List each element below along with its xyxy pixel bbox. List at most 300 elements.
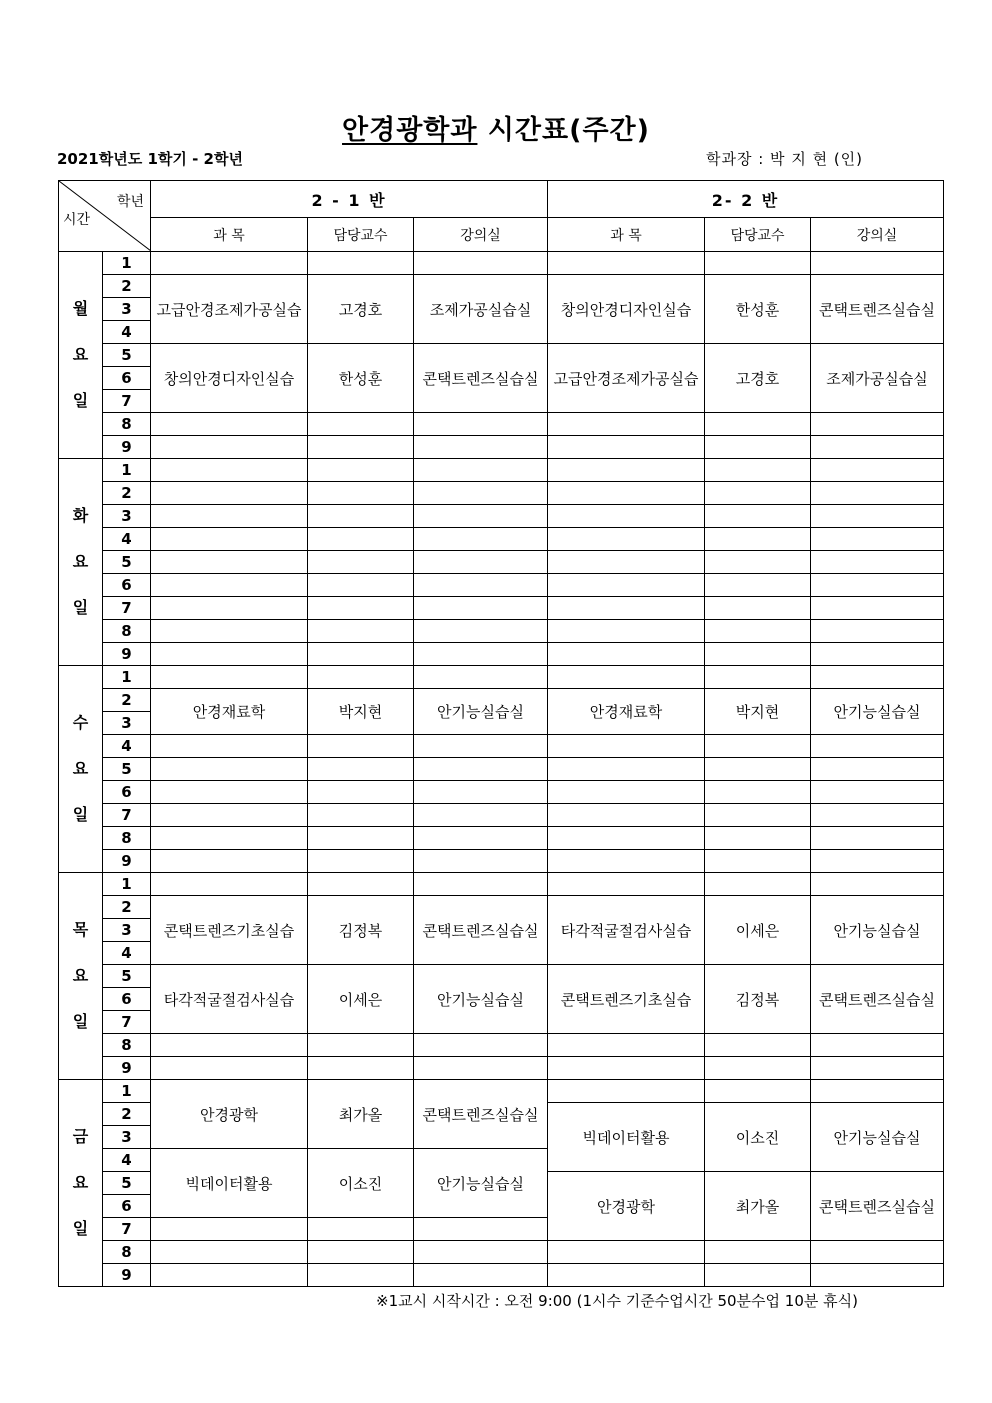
empty-cell — [308, 735, 414, 758]
period-cell: 7 — [103, 804, 151, 827]
professor-cell: 이소진 — [308, 1149, 414, 1218]
empty-cell — [414, 551, 548, 574]
period-cell: 1 — [103, 873, 151, 896]
table-row — [59, 689, 944, 712]
empty-cell — [151, 597, 308, 620]
empty-cell — [705, 1264, 811, 1287]
professor-cell: 김정복 — [308, 896, 414, 965]
empty-cell — [414, 1218, 548, 1241]
table-row — [59, 965, 944, 988]
professor-cell: 박지현 — [705, 689, 811, 735]
empty-cell — [414, 620, 548, 643]
professor-cell: 고경호 — [705, 344, 811, 413]
period-cell: 1 — [103, 252, 151, 275]
empty-cell — [151, 551, 308, 574]
table-row — [59, 574, 944, 597]
empty-cell — [705, 597, 811, 620]
empty-cell — [308, 597, 414, 620]
empty-cell — [548, 413, 705, 436]
empty-cell — [811, 1264, 944, 1287]
day-char: 일 — [72, 1219, 89, 1238]
empty-cell — [414, 1264, 548, 1287]
period-cell: 3 — [103, 1126, 151, 1149]
table-row — [59, 1241, 944, 1264]
table-row — [59, 804, 944, 827]
table-row — [59, 1034, 944, 1057]
subject-cell: 고급안경조제가공실습 — [151, 275, 308, 344]
empty-cell — [548, 1241, 705, 1264]
professor-header: 담당교수 — [308, 218, 414, 252]
room-cell: 안기능실습실 — [414, 689, 548, 735]
class-2-2-header: 2- 2 반 — [548, 181, 944, 218]
empty-cell — [811, 574, 944, 597]
table-row — [59, 643, 944, 666]
empty-cell — [308, 482, 414, 505]
subject-cell: 안경재료학 — [548, 689, 705, 735]
period-cell: 2 — [103, 482, 151, 505]
period-cell: 3 — [103, 712, 151, 735]
empty-cell — [308, 1034, 414, 1057]
empty-cell — [811, 666, 944, 689]
empty-cell — [811, 1241, 944, 1264]
subject-header: 과 목 — [151, 218, 308, 252]
empty-cell — [705, 505, 811, 528]
period-cell: 5 — [103, 344, 151, 367]
empty-cell — [705, 666, 811, 689]
empty-cell — [705, 781, 811, 804]
period-cell: 7 — [103, 390, 151, 413]
empty-cell — [811, 505, 944, 528]
empty-cell — [151, 735, 308, 758]
professor-cell: 이세은 — [308, 965, 414, 1034]
empty-cell — [705, 528, 811, 551]
professor-cell: 최가올 — [705, 1172, 811, 1241]
day-char: 요 — [72, 759, 89, 778]
table-row — [59, 827, 944, 850]
period-cell: 6 — [103, 367, 151, 390]
empty-cell — [308, 528, 414, 551]
empty-cell — [705, 574, 811, 597]
empty-cell — [811, 735, 944, 758]
empty-cell — [414, 666, 548, 689]
empty-cell — [414, 459, 548, 482]
table-row — [59, 850, 944, 873]
empty-cell — [308, 1241, 414, 1264]
page-title — [0, 108, 992, 147]
subject-cell: 타각적굴절검사실습 — [548, 896, 705, 965]
period-cell: 6 — [103, 574, 151, 597]
professor-cell: 이세은 — [705, 896, 811, 965]
empty-cell — [151, 850, 308, 873]
empty-cell — [548, 620, 705, 643]
empty-cell — [151, 482, 308, 505]
period-cell: 6 — [103, 988, 151, 1011]
empty-cell — [414, 643, 548, 666]
professor-cell: 한성훈 — [705, 275, 811, 344]
empty-cell — [548, 1264, 705, 1287]
table-row — [59, 459, 944, 482]
empty-cell — [811, 551, 944, 574]
room-cell: 콘택트렌즈실습실 — [414, 896, 548, 965]
room-header: 강의실 — [414, 218, 548, 252]
empty-cell — [308, 666, 414, 689]
empty-cell — [308, 804, 414, 827]
empty-cell — [308, 827, 414, 850]
period-cell: 1 — [103, 666, 151, 689]
period-cell: 2 — [103, 689, 151, 712]
empty-cell — [811, 528, 944, 551]
period-cell: 8 — [103, 1241, 151, 1264]
empty-cell — [548, 528, 705, 551]
table-row — [59, 551, 944, 574]
empty-cell — [151, 804, 308, 827]
day-char: 일 — [72, 1012, 89, 1031]
room-cell: 콘택트렌즈실습실 — [811, 965, 944, 1034]
subject-cell: 콘택트렌즈기초실습 — [151, 896, 308, 965]
table-row — [59, 873, 944, 896]
empty-cell — [151, 1034, 308, 1057]
empty-cell — [308, 551, 414, 574]
professor-cell: 김정복 — [705, 965, 811, 1034]
table-row — [59, 275, 944, 298]
empty-cell — [414, 505, 548, 528]
room-cell: 안기능실습실 — [811, 689, 944, 735]
empty-cell — [414, 850, 548, 873]
subject-cell: 안경재료학 — [151, 689, 308, 735]
empty-cell — [414, 528, 548, 551]
room-cell: 콘택트렌즈실습실 — [811, 275, 944, 344]
table-row — [59, 413, 944, 436]
timetable — [58, 180, 944, 1287]
table-row — [59, 666, 944, 689]
room-cell: 조제가공실습실 — [414, 275, 548, 344]
empty-cell — [811, 827, 944, 850]
empty-cell — [308, 758, 414, 781]
empty-cell — [548, 643, 705, 666]
empty-cell — [414, 252, 548, 275]
empty-cell — [548, 459, 705, 482]
empty-cell — [151, 459, 308, 482]
room-cell: 콘택트렌즈실습실 — [414, 344, 548, 413]
day-char: 요 — [72, 1173, 89, 1192]
empty-cell — [151, 827, 308, 850]
period-cell: 7 — [103, 1218, 151, 1241]
footnote: ※1교시 시작시간 : 오전 9:00 (1시수 기준수업시간 50분수업 10분 휴식) — [376, 1292, 858, 1310]
period-cell: 3 — [103, 505, 151, 528]
empty-cell — [705, 1034, 811, 1057]
empty-cell — [705, 1057, 811, 1080]
empty-cell — [548, 666, 705, 689]
empty-cell — [308, 413, 414, 436]
empty-cell — [151, 1218, 308, 1241]
day-char: 화 — [72, 506, 89, 525]
professor-cell: 이소진 — [705, 1103, 811, 1172]
empty-cell — [705, 1241, 811, 1264]
day-cell — [59, 873, 103, 1080]
empty-cell — [414, 482, 548, 505]
empty-cell — [548, 505, 705, 528]
table-row — [59, 620, 944, 643]
empty-cell — [811, 781, 944, 804]
empty-cell — [151, 1241, 308, 1264]
period-cell: 9 — [103, 436, 151, 459]
period-cell: 1 — [103, 459, 151, 482]
subject-cell: 안경광학 — [548, 1172, 705, 1241]
day-char: 일 — [72, 598, 89, 617]
empty-cell — [548, 804, 705, 827]
table-row — [59, 482, 944, 505]
empty-cell — [151, 574, 308, 597]
empty-cell — [705, 643, 811, 666]
subject-header: 과 목 — [548, 218, 705, 252]
empty-cell — [308, 620, 414, 643]
title-suffix: 시간표(주간) — [477, 115, 650, 146]
table-row — [59, 252, 944, 275]
period-cell: 9 — [103, 1057, 151, 1080]
professor-cell: 고경호 — [308, 275, 414, 344]
empty-cell — [414, 735, 548, 758]
empty-cell — [308, 873, 414, 896]
empty-cell — [705, 735, 811, 758]
table-row — [59, 344, 944, 367]
table-row — [59, 597, 944, 620]
period-cell: 4 — [103, 528, 151, 551]
period-cell: 5 — [103, 965, 151, 988]
period-cell: 2 — [103, 896, 151, 919]
empty-cell — [414, 1034, 548, 1057]
table-row — [59, 896, 944, 919]
empty-cell — [151, 873, 308, 896]
empty-cell — [308, 1264, 414, 1287]
empty-cell — [548, 1034, 705, 1057]
room-cell: 안기능실습실 — [414, 965, 548, 1034]
empty-cell — [308, 574, 414, 597]
subject-cell: 빅데이터활용 — [151, 1149, 308, 1218]
table-row — [59, 505, 944, 528]
empty-cell — [705, 1080, 811, 1103]
period-cell: 4 — [103, 942, 151, 965]
empty-cell — [548, 781, 705, 804]
subject-cell: 안경광학 — [151, 1080, 308, 1149]
empty-cell — [151, 1057, 308, 1080]
day-char: 요 — [72, 966, 89, 985]
empty-cell — [151, 252, 308, 275]
period-cell: 6 — [103, 1195, 151, 1218]
empty-cell — [705, 413, 811, 436]
period-cell: 6 — [103, 781, 151, 804]
empty-cell — [548, 873, 705, 896]
empty-cell — [811, 436, 944, 459]
period-cell: 9 — [103, 850, 151, 873]
corner-header-cell — [59, 181, 151, 252]
period-cell: 9 — [103, 1264, 151, 1287]
empty-cell — [811, 643, 944, 666]
room-cell: 안기능실습실 — [414, 1149, 548, 1218]
empty-cell — [151, 758, 308, 781]
day-cell — [59, 459, 103, 666]
day-char: 금 — [72, 1127, 89, 1146]
empty-cell — [705, 620, 811, 643]
period-cell: 5 — [103, 551, 151, 574]
empty-cell — [811, 252, 944, 275]
empty-cell — [308, 1218, 414, 1241]
period-cell: 7 — [103, 1011, 151, 1034]
table-row — [59, 1264, 944, 1287]
professor-cell: 박지현 — [308, 689, 414, 735]
academic-year-info: 2021학년도 1학기 - 2학년 — [57, 150, 243, 168]
room-cell: 조제가공실습실 — [811, 344, 944, 413]
period-cell: 4 — [103, 1149, 151, 1172]
empty-cell — [414, 574, 548, 597]
empty-cell — [548, 482, 705, 505]
empty-cell — [151, 505, 308, 528]
empty-cell — [705, 551, 811, 574]
subject-cell: 타각적굴절검사실습 — [151, 965, 308, 1034]
subject-cell: 창의안경디자인실습 — [151, 344, 308, 413]
empty-cell — [811, 873, 944, 896]
period-cell: 8 — [103, 413, 151, 436]
professor-header: 담당교수 — [705, 218, 811, 252]
empty-cell — [548, 436, 705, 459]
empty-cell — [811, 620, 944, 643]
empty-cell — [811, 850, 944, 873]
empty-cell — [548, 597, 705, 620]
empty-cell — [308, 436, 414, 459]
day-cell — [59, 252, 103, 459]
subject-cell: 창의안경디자인실습 — [548, 275, 705, 344]
day-char: 수 — [72, 713, 89, 732]
period-cell: 3 — [103, 298, 151, 321]
empty-cell — [414, 758, 548, 781]
day-char: 일 — [72, 805, 89, 824]
empty-cell — [151, 436, 308, 459]
empty-cell — [414, 873, 548, 896]
empty-cell — [811, 758, 944, 781]
empty-cell — [414, 1057, 548, 1080]
empty-cell — [548, 827, 705, 850]
empty-cell — [308, 781, 414, 804]
empty-cell — [414, 597, 548, 620]
empty-cell — [811, 459, 944, 482]
table-row — [59, 436, 944, 459]
subject-cell: 콘택트렌즈기초실습 — [548, 965, 705, 1034]
period-cell: 8 — [103, 1034, 151, 1057]
empty-cell — [705, 850, 811, 873]
empty-cell — [811, 1080, 944, 1103]
period-cell: 3 — [103, 919, 151, 942]
empty-cell — [308, 252, 414, 275]
period-cell: 5 — [103, 758, 151, 781]
room-cell: 콘택트렌즈실습실 — [414, 1080, 548, 1149]
empty-cell — [705, 827, 811, 850]
table-row — [59, 1080, 944, 1103]
department-head-info: 학과장 : 박 지 현 (인) — [706, 150, 864, 168]
empty-cell — [548, 850, 705, 873]
empty-cell — [548, 1057, 705, 1080]
empty-cell — [414, 827, 548, 850]
empty-cell — [811, 1057, 944, 1080]
empty-cell — [151, 781, 308, 804]
empty-cell — [308, 1057, 414, 1080]
room-cell: 안기능실습실 — [811, 1103, 944, 1172]
table-row — [59, 735, 944, 758]
empty-cell — [308, 505, 414, 528]
empty-cell — [548, 551, 705, 574]
empty-cell — [811, 1034, 944, 1057]
room-cell: 콘택트렌즈실습실 — [811, 1172, 944, 1241]
day-char: 목 — [72, 920, 89, 939]
time-label: 시간 — [63, 212, 91, 228]
table-row — [59, 758, 944, 781]
period-cell: 4 — [103, 735, 151, 758]
empty-cell — [705, 482, 811, 505]
table-row — [59, 1057, 944, 1080]
period-cell: 1 — [103, 1080, 151, 1103]
grade-label: 학년 — [116, 194, 144, 210]
empty-cell — [811, 482, 944, 505]
table-row — [59, 781, 944, 804]
empty-cell — [548, 574, 705, 597]
empty-cell — [705, 459, 811, 482]
empty-cell — [548, 252, 705, 275]
empty-cell — [414, 413, 548, 436]
day-char: 월 — [72, 299, 89, 318]
empty-cell — [811, 413, 944, 436]
empty-cell — [151, 666, 308, 689]
empty-cell — [705, 758, 811, 781]
empty-cell — [705, 873, 811, 896]
empty-cell — [811, 804, 944, 827]
empty-cell — [705, 804, 811, 827]
day-cell — [59, 666, 103, 873]
empty-cell — [414, 781, 548, 804]
empty-cell — [414, 436, 548, 459]
period-cell: 8 — [103, 827, 151, 850]
period-cell: 4 — [103, 321, 151, 344]
period-cell: 2 — [103, 275, 151, 298]
empty-cell — [308, 850, 414, 873]
day-char: 요 — [72, 552, 89, 571]
empty-cell — [705, 436, 811, 459]
empty-cell — [705, 252, 811, 275]
empty-cell — [811, 597, 944, 620]
empty-cell — [414, 1241, 548, 1264]
title-department: 안경광학과 — [342, 115, 478, 146]
empty-cell — [151, 1264, 308, 1287]
period-cell: 5 — [103, 1172, 151, 1195]
empty-cell — [308, 459, 414, 482]
day-char: 요 — [72, 345, 89, 364]
room-header: 강의실 — [811, 218, 944, 252]
empty-cell — [414, 804, 548, 827]
empty-cell — [151, 413, 308, 436]
subject-cell: 고급안경조제가공실습 — [548, 344, 705, 413]
room-cell: 안기능실습실 — [811, 896, 944, 965]
class-2-1-header: 2 - 1 반 — [151, 181, 548, 218]
professor-cell: 최가올 — [308, 1080, 414, 1149]
empty-cell — [548, 735, 705, 758]
empty-cell — [151, 620, 308, 643]
professor-cell: 한성훈 — [308, 344, 414, 413]
day-cell — [59, 1080, 103, 1287]
empty-cell — [151, 528, 308, 551]
empty-cell — [548, 1080, 705, 1103]
empty-cell — [548, 758, 705, 781]
table-row — [59, 528, 944, 551]
period-cell: 8 — [103, 620, 151, 643]
empty-cell — [151, 643, 308, 666]
subject-cell: 빅데이터활용 — [548, 1103, 705, 1172]
